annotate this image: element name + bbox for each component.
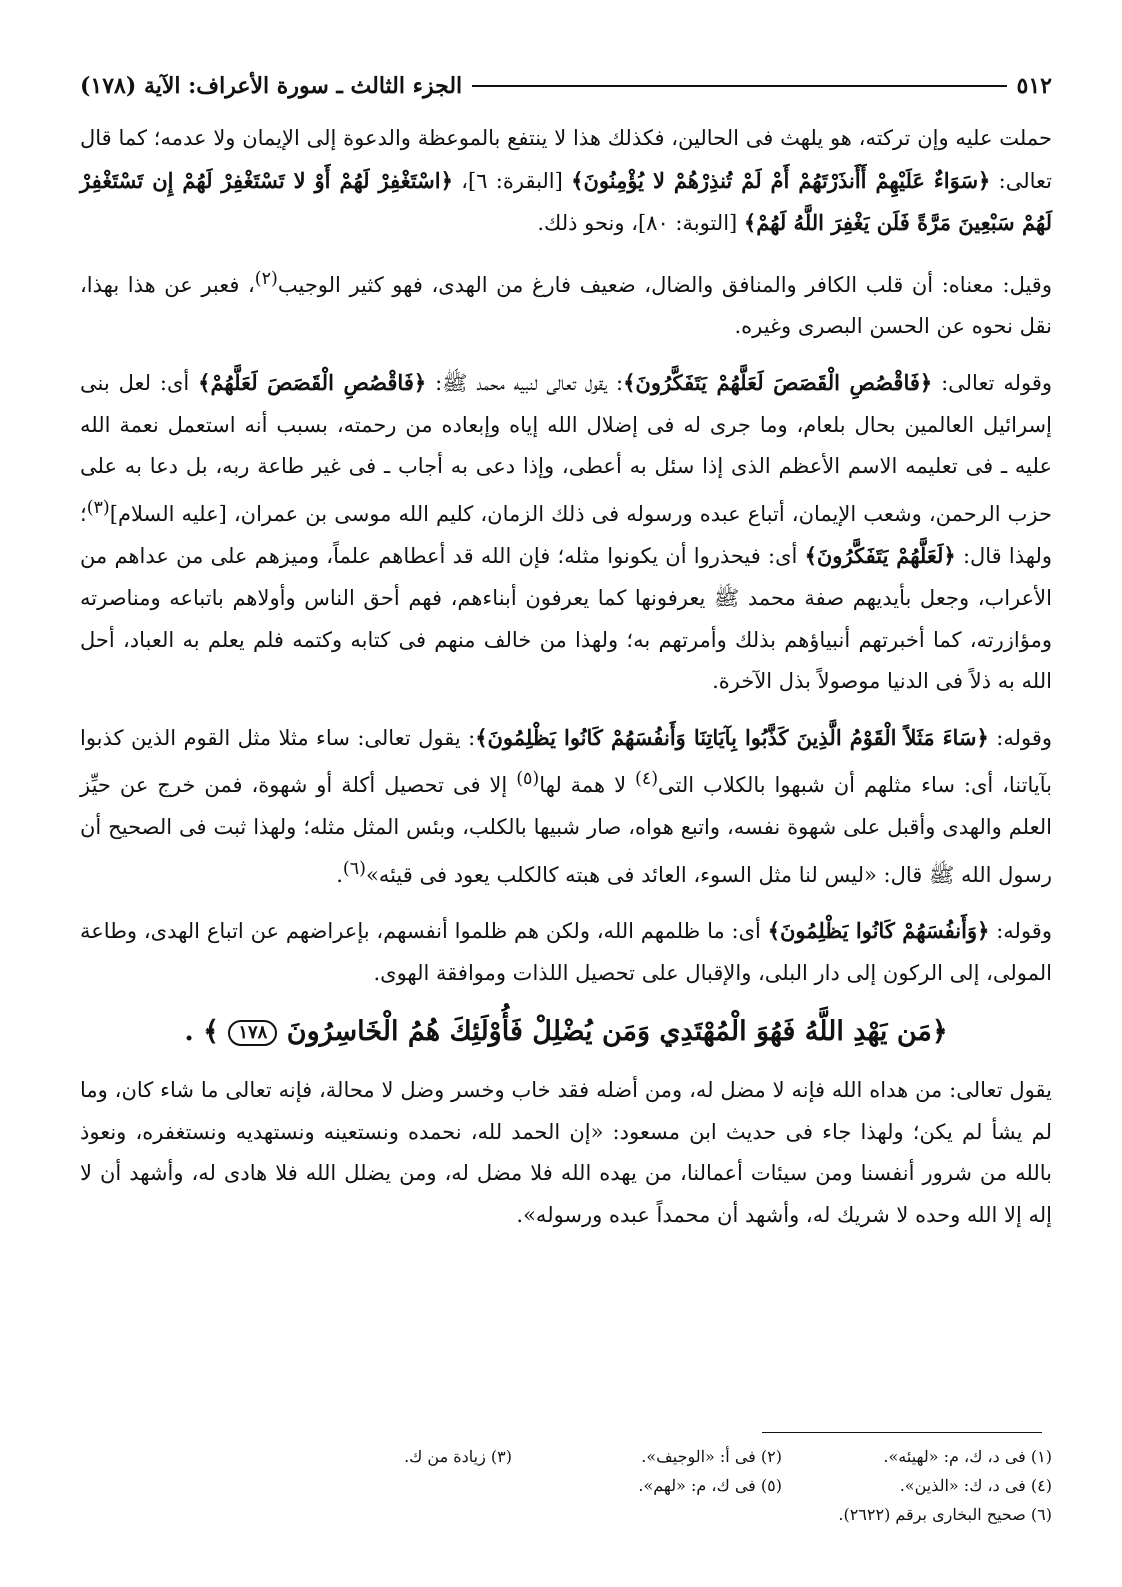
text-run: . bbox=[336, 862, 343, 887]
text-run: ؛ ولهذا قال: bbox=[80, 501, 1053, 569]
quran-quote: ﴿لَعَلَّهُمْ يَتَفَكَّرُونَ﴾ bbox=[804, 543, 956, 569]
text-run: أى: ما ظلمهم الله، ولكن هم ظلموا أنفسهم، بإعراضهم عن اتباع الهدى، وطاعة المولى، إلى الركون إلى دار البلى، والإقبال على تحصيل اللذات وموافقة الهوى. bbox=[80, 919, 1052, 985]
footnote-marker: (٥) bbox=[516, 769, 540, 790]
text-run: ، فعبر عن هذا بهذا، نقل نحوه عن الحسن البصرى وغيره. bbox=[80, 272, 1052, 339]
quran-quote: ﴿سَاءَ مَثَلاً الْقَوْمُ الَّذِينَ كَذَّبُوا بِآيَاتِنَا وَأَنفُسَهُمْ كَانُوا يَظْلِمُونَ﴾ bbox=[475, 724, 989, 750]
quran-quote: ﴿وَأَنفُسَهُمْ كَانُوا يَظْلِمُونَ﴾ bbox=[767, 918, 990, 944]
footnotes bbox=[260, 1442, 1052, 1529]
quran-quote: ﴿فَاقْصُصِ الْقَصَصَ لَعَلَّهُمْ يَتَفَكَّرُونَ﴾ bbox=[623, 369, 933, 395]
verse-close: ﴾ . bbox=[184, 1016, 219, 1048]
header-rule bbox=[472, 85, 1006, 87]
verse-number: ١٧٨ bbox=[228, 1020, 277, 1046]
footnote-3: (٣) زيادة من ك. bbox=[404, 1447, 512, 1466]
footnote-row bbox=[260, 1500, 1052, 1529]
quran-quote: ﴿فَاقْصُصِ الْقَصَصَ لَعَلَّهُمْ﴾ bbox=[198, 369, 427, 395]
text-run: لا همة لها bbox=[539, 773, 635, 798]
running-title: الجزء الثالث ـ سورة الأعراف: الآية (١٧٨) bbox=[80, 73, 463, 99]
footnote-divider bbox=[762, 1432, 1042, 1433]
paragraph bbox=[80, 259, 1052, 348]
footnote-5: (٥) فى ك، م: «لهم». bbox=[638, 1476, 782, 1495]
text-run: : يقول تعالى: ساء مثلا مثل القوم الذين كذبوا بآياتنا، أى: ساء مثلهم أن شبهوا بالكلاب التى bbox=[80, 725, 1053, 798]
footnote-1: (١) فى د، ك، م: «لهيئه». bbox=[883, 1447, 1052, 1466]
paragraph bbox=[80, 910, 1052, 994]
footnote-6: (٦) صحيح البخارى برقم (٢٦٢٢). bbox=[838, 1505, 1052, 1524]
verse-text: ﴿مَن يَهْدِ اللَّهُ فَهُوَ الْمُهْتَدِي وَمَن يُضْلِلْ فَأُوْلَئِكَ هُمُ الْخَاسِرُونَ bbox=[286, 1016, 948, 1048]
text-run: : يقول تعالى لنبيه محمد ﷺ: bbox=[426, 370, 624, 395]
paragraph bbox=[80, 717, 1052, 896]
text-run: إلا فى تحصيل أكلة أو شهوة، فمن خرج عن حيِّز العلم والهدى وأقبل على شهوة نفسه، واتبع هواه، صار شبيها بالكلب، وبئس المثل مثله؛ ولهذا ثبت فى الصحيح أن رسول الله ﷺ قال: «ليس لنا مثل السوء، العائد فى هبته كالكلب يعود فى قيئه» bbox=[80, 773, 1052, 887]
running-header bbox=[80, 66, 1052, 106]
text-run: [التوبة: ٨٠]، ونحو ذلك. bbox=[537, 211, 744, 236]
footnote-row bbox=[260, 1471, 1052, 1500]
text-run: وقوله تعالى: bbox=[932, 370, 1053, 395]
footnote-marker: (٤) bbox=[634, 769, 659, 790]
text-run: يقول تعالى: من هداه الله فإنه لا مضل له، ومن أضله فقد خاب وخسر وضل لا محالة، فإنه تعالى ما شاء كان، وما لم يشأ لم يكن؛ ولهذا جاء فى حديث ابن مسعود: «إن الحمد لله، نحمده ونستعينه ونستهديه ونستغفره، ونعوذ بالله من شرور أنفسنا ومن سيئات أعمالنا، من يهده الله فلا مضل له، ومن يضلل الله فلا هادى له، وأشهد أن لا إله إلا الله وحده لا شريك له، وأشهد أن محمداً عبده ورسوله». bbox=[80, 1078, 1052, 1228]
paragraph bbox=[80, 118, 1052, 245]
text-run: أى: فيحذروا أن يكونوا مثله؛ فإن الله قد أعطاهم علماً، وميزهم على من عداهم من الأعراب، وجعل بأيديهم صفة محمد ﷺ يعرفونها كما يعرفون أبناءهم، فهم أحق الناس وأولاهم باتباعه ومناصرته ومؤازرته، كما أخبرتهم أنبياؤهم بذلك وأمرتهم به؛ ولهذا من خالف منهم فى كتابه وكتمه فلم يعلم به العباد، أحل الله به ذلاً فى الدنيا موصولاً بذل الآخرة. bbox=[80, 544, 1052, 694]
footnote-marker: (٦) bbox=[342, 858, 366, 879]
text-run: [البقرة: ٦]، bbox=[452, 168, 572, 193]
text-run: وقيل: معناه: أن قلب الكافر والمنافق والضال، ضعيف فارغ من الهدى، فهو كثير الوجيب bbox=[277, 272, 1052, 297]
footnote-4: (٤) فى د، ك: «الذين». bbox=[899, 1476, 1052, 1495]
quran-verse bbox=[80, 1008, 1052, 1056]
paragraph bbox=[80, 1070, 1052, 1236]
quran-quote: ﴿سَوَاءٌ عَلَيْهِمْ أَأَنذَرْتَهُمْ أَمْ لَمْ تُنذِرْهُمْ لا يُؤْمِنُونَ﴾ bbox=[571, 167, 991, 193]
quran-quote: ﴿اسْتَغْفِرْ لَهُمْ أَوْ لا تَسْتَغْفِرْ لَهُمْ إِن تَسْتَغْفِرْ لَهُمْ سَبْعِينَ مَرَّةً فَلَن يَغْفِرَ اللَّهُ لَهُمْ﴾ bbox=[80, 167, 1052, 236]
tafsir-body bbox=[80, 118, 1052, 1251]
footnote-row bbox=[260, 1442, 1052, 1471]
text-run: حملت عليه وإن تركته، هو يلهث فى الحالين، فكذلك هذا لا ينتفع بالموعظة والدعوة إلى الإيمان ولا عدمه؛ كما قال تعالى: bbox=[80, 126, 1053, 193]
paragraph bbox=[80, 362, 1052, 703]
page-number: ٥١٢ bbox=[1016, 73, 1052, 99]
text-run: وقوله: bbox=[988, 725, 1053, 750]
footnote-marker: (٣) bbox=[86, 497, 110, 518]
footnote-marker: (٢) bbox=[254, 268, 278, 289]
text-run: وقوله: bbox=[989, 919, 1052, 944]
footnote-2: (٢) فى أ: «الوجيف». bbox=[641, 1447, 782, 1466]
text-run: أى: لعل بنى إسرائيل العالمين بحال بلعام، وما جرى له فى إضلال الله إياه وإبعاده من رحمته، بسبب أنه استعمل نعمة الله عليه ـ فى تعليمه الاسم الأعظم الذى إذا سئل به أعطى، وإذا دعى به أجاب ـ فى غير طاعة ربه، بل دعا به على حزب الرحمن، وشعب الإيمان، أتباع عبده ورسوله فى ذلك الزمان، كليم الله موسى بن عمران، [عليه السلام] bbox=[80, 370, 1052, 526]
